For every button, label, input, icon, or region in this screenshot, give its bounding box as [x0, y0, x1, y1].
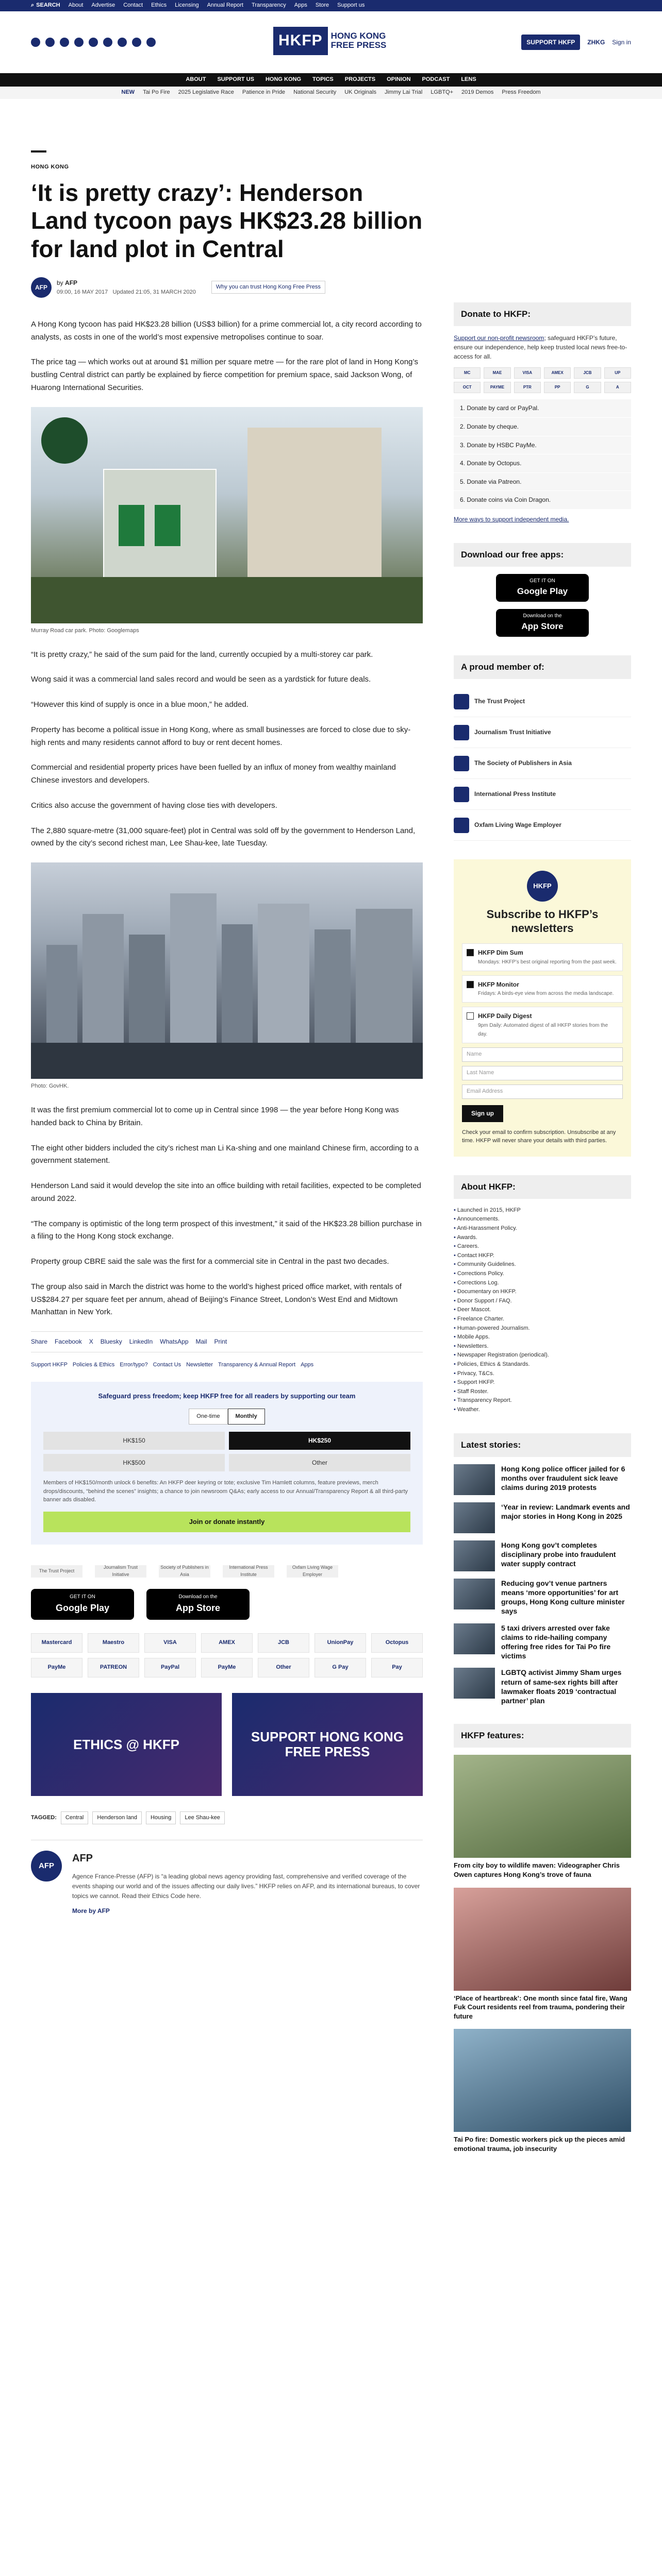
google-pay-icon: G: [574, 382, 601, 393]
share-whatsapp[interactable]: WhatsApp: [160, 1338, 189, 1346]
story-thumbnail: [454, 1579, 495, 1609]
octopus-icon: OCT: [454, 382, 481, 393]
language-switch[interactable]: ZHKG: [587, 38, 605, 46]
share-linkedin[interactable]: LinkedIn: [129, 1338, 153, 1346]
footer-link[interactable]: Policies & Ethics: [72, 1361, 115, 1368]
article-paragraph: The 2,880 square-metre (31,000 square-feet) plot in Central was sold off by the government to Henderson Land, owned by the city’s second richest man, Lee Shau-kee, late Tuesday.: [31, 826, 416, 848]
feature-image: [454, 1888, 631, 1991]
newsletter-heading: Subscribe to HKFP’s newsletters: [486, 908, 599, 935]
share-mail[interactable]: Mail: [195, 1338, 207, 1346]
features-heading: HKFP features:: [454, 1724, 631, 1748]
about-link[interactable]: • Newsletters.: [454, 1342, 631, 1351]
newsletter-option-dim-sum[interactable]: HKFP Dim Sum Mondays: HKFP’s best original reporting from the past week.: [462, 943, 623, 971]
donation-amounts: [43, 1432, 410, 1471]
jti-icon: [454, 725, 469, 740]
apps-widget: [454, 543, 631, 637]
logo-mark: HKFP: [273, 27, 328, 55]
page-content: [0, 99, 662, 2172]
member-logo[interactable]: The Society of Publishers in Asia: [454, 748, 631, 779]
author-avatar[interactable]: AFP: [31, 277, 52, 298]
tag[interactable]: Housing: [146, 1811, 176, 1824]
article-paragraph: A Hong Kong tycoon has paid HK$23.28 billion (US$3 billion) for a prime commercial lot, a city record according to analysts, as costs in one of the world’s most expensive metropolises continue to soar.: [31, 319, 422, 342]
article-figure: [31, 862, 423, 1091]
car-park-photo: [31, 407, 423, 623]
jcb-icon[interactable]: JCB: [258, 1633, 309, 1653]
about-link[interactable]: • Support HKFP.: [454, 1378, 631, 1387]
partner-logo[interactable]: The Trust Project: [31, 1565, 82, 1578]
nav-about[interactable]: ABOUT: [186, 76, 206, 83]
feature-story[interactable]: Tai Po fire: Domestic workers pick up the pieces amid emotional trauma, job insecurity: [454, 2029, 631, 2153]
topbar-link-transparency[interactable]: Transparency: [251, 2, 286, 9]
share-label: Share: [31, 1338, 48, 1346]
features-widget: [454, 1724, 631, 2153]
article-paragraph: Critics also accuse the government of having close ties with developers.: [31, 801, 277, 810]
latest-story[interactable]: Hong Kong gov’t completes disciplinary probe into fraudulent water supply contract: [454, 1540, 631, 1571]
other-payment-icon[interactable]: Other: [258, 1658, 309, 1677]
article-paragraph: “The company is optimistic of the long term prospect of this investment,” it said of the HK$23.28 billion purchase in a filing to the Hong Kong stock exchange.: [31, 1219, 422, 1241]
latest-story[interactable]: Reducing gov’t venue partners means ‘more opportunities’ for art groups, Hong Kong culture minister says: [454, 1579, 631, 1616]
subnav-item[interactable]: Jimmy Lai Trial: [384, 89, 423, 96]
payme-icon[interactable]: PayMe: [201, 1658, 253, 1677]
latest-story[interactable]: LGBTQ activist Jimmy Sham urges return of same-sex rights bill after lawmaker floats 2019 ‘contractual partner’ plan: [454, 1668, 631, 1705]
photo-caption: Photo: GovHK.: [31, 1083, 69, 1090]
latest-story[interactable]: Hong Kong police officer jailed for 6 months over fraudulent sick leave claims during 2019 protests: [454, 1464, 631, 1495]
payme-icon: PAYME: [484, 382, 510, 393]
article-paragraph: The group also said in March the district was home to the world’s highest priced office market, with rentals of US$284.27 per square feet per annum, ahead of Beijing’s Finance Street, London’s West End and Midtown Manhattan in New York.: [31, 1282, 402, 1317]
tag[interactable]: Henderson land: [92, 1811, 142, 1824]
about-link[interactable]: • Deer Mascot.: [454, 1306, 631, 1315]
about-link[interactable]: • Weather.: [454, 1405, 631, 1415]
article-paragraph: “It is pretty crazy,” he said of the sum paid for the land, currently occupied by a multi-storey car park.: [31, 650, 373, 659]
footer-link[interactable]: Apps: [301, 1361, 314, 1368]
feature-story[interactable]: ‘Place of heartbreak’: One month since fatal fire, Wang Fuk Court residents reel from trauma, pondering their future: [454, 1888, 631, 2021]
about-link[interactable]: • Awards.: [454, 1233, 631, 1243]
tag[interactable]: Central: [61, 1811, 88, 1824]
nav-topics[interactable]: TOPICS: [312, 76, 334, 83]
article-footer-links: [31, 1361, 423, 1369]
paypal-icon: PP: [544, 382, 571, 393]
share-bar: [31, 1331, 423, 1352]
donation-frequency-toggle: [43, 1409, 410, 1425]
main-navigation: [0, 73, 662, 87]
share-x[interactable]: X: [89, 1338, 93, 1346]
subnav-item[interactable]: LGBTQ+: [431, 89, 454, 96]
one-time-option[interactable]: One-time: [189, 1409, 227, 1425]
about-link[interactable]: • Newspaper Registration (periodical).: [454, 1351, 631, 1360]
donate-payment-icons: [454, 367, 631, 393]
logo-wordmark: HONG KONG FREE PRESS: [330, 31, 387, 50]
share-bluesky[interactable]: Bluesky: [100, 1338, 122, 1346]
byline: [31, 277, 423, 298]
partner-logo[interactable]: Oxfam Living Wage Employer: [287, 1565, 338, 1578]
sidebar: [454, 99, 631, 2172]
last-name-input[interactable]: Last Name: [462, 1066, 623, 1080]
linkedin-icon[interactable]: [89, 38, 98, 47]
app-store-buttons: [31, 1589, 423, 1620]
member-logo[interactable]: Oxfam Living Wage Employer: [454, 810, 631, 841]
author-box: [31, 1840, 423, 1916]
subnav-item[interactable]: 2025 Legislative Race: [178, 89, 234, 96]
join-donate-button[interactable]: Join or donate instantly: [43, 1512, 410, 1532]
story-thumbnail: [454, 1540, 495, 1571]
updated-date: Updated 21:05, 31 MARCH 2020: [112, 289, 196, 295]
payme-icon[interactable]: PayMe: [31, 1658, 82, 1677]
facebook-icon[interactable]: [31, 38, 40, 47]
about-link[interactable]: • Careers.: [454, 1242, 631, 1251]
nav-podcast[interactable]: PODCAST: [422, 76, 450, 83]
app-store-button[interactable]: Download on the App Store: [146, 1589, 250, 1620]
member-heading: A proud member of:: [454, 655, 631, 679]
apps-heading: Download our free apps:: [454, 543, 631, 567]
article-paragraph: “However this kind of supply is once in a blue moon,” he added.: [31, 700, 249, 709]
site-logo[interactable]: [273, 27, 386, 55]
feature-story[interactable]: From city boy to wildlife maven: Videographer Chris Owen captures Hong Kong’s trove of fauna: [454, 1755, 631, 1879]
google-pay-icon[interactable]: G Pay: [315, 1658, 366, 1677]
topbar-link-store[interactable]: Store: [315, 2, 329, 9]
latest-stories-widget: [454, 1433, 631, 1706]
sign-up-button[interactable]: Sign up: [462, 1105, 503, 1122]
story-thumbnail: [454, 1668, 495, 1699]
about-link[interactable]: • Contact HKFP.: [454, 1251, 631, 1261]
topbar-link-annual-report[interactable]: Annual Report: [207, 2, 243, 9]
about-link[interactable]: • Transparency Report.: [454, 1396, 631, 1405]
latest-story[interactable]: 5 taxi drivers arrested over fake claims to ride-hailing company offering free rides for Tai Po fire victims: [454, 1623, 631, 1661]
about-list: [454, 1206, 631, 1415]
donate-option[interactable]: 5. Donate via Patreon.: [454, 473, 631, 492]
skyline-photo: [31, 862, 423, 1079]
youtube-icon[interactable]: [74, 38, 84, 47]
story-thumbnail: [454, 1464, 495, 1495]
about-link[interactable]: • Freelance Charter.: [454, 1315, 631, 1324]
newsletter-option-daily-digest[interactable]: HKFP Daily Digest 9pm Daily: Automated digest of all HKFP stories from the day.: [462, 1007, 623, 1043]
donate-note: Support our non-profit newsroom; safeguard HKFP’s future, ensure our independence, help keep trusted local news free-to-access for all.: [454, 334, 627, 361]
unionpay-icon: UP: [604, 367, 631, 379]
top-utility-bar: [0, 0, 662, 11]
mastercard-icon[interactable]: Mastercard: [31, 1633, 82, 1653]
newsletter-widget: [454, 859, 631, 1156]
donate-banner-title: Safeguard press freedom; keep HKFP free for all readers by supporting our team: [98, 1392, 356, 1400]
topbar-link-support[interactable]: Support us: [337, 2, 365, 9]
amex-icon[interactable]: AMEX: [201, 1633, 253, 1653]
story-thumbnail: [454, 1623, 495, 1654]
donate-heading: Donate to HKFP:: [454, 302, 631, 326]
footer-link[interactable]: Contact Us: [153, 1361, 181, 1368]
about-link[interactable]: • Announcements.: [454, 1215, 631, 1224]
subnav-item[interactable]: Patience in Pride: [242, 89, 286, 96]
author-box-name[interactable]: AFP: [72, 1852, 93, 1864]
membership-note: Members of HK$150/month unlock 6 benefits: An HKFP deer keyring or tote; exclusive Tim Hamlett columns, feature previews, merch drops/discounts, “behind the scenes” insights; a chance to join newsroom Q&As; early access to our Annual/Transparency Report & all third-party banner ads disabled.: [43, 1480, 408, 1503]
visa-icon[interactable]: VISA: [144, 1633, 196, 1653]
member-logo[interactable]: The Trust Project: [454, 686, 631, 717]
trust-badge[interactable]: Why you can trust Hong Kong Free Press: [211, 281, 325, 294]
latest-story[interactable]: ‘Year in review: Landmark events and major stories in Hong Kong in 2025: [454, 1502, 631, 1533]
article-paragraph: It was the first premium commercial lot to come up in Central since 1998 — the year before Hong Kong was handed back to China by Britain.: [31, 1106, 399, 1127]
trust-project-icon: [454, 694, 469, 709]
nav-opinion[interactable]: OPINION: [387, 76, 411, 83]
about-link[interactable]: • Privacy, T&Cs.: [454, 1369, 631, 1379]
amex-icon: AMEX: [544, 367, 571, 379]
site-header: [0, 11, 662, 73]
donate-option[interactable]: 6. Donate coins via Coin Dragon.: [454, 491, 631, 510]
jcb-icon: JCB: [574, 367, 601, 379]
nav-hong-kong[interactable]: HONG KONG: [265, 76, 302, 83]
tag[interactable]: Lee Shau-kee: [180, 1811, 225, 1824]
article-paragraph: Wong said it was a commercial land sales record and would be seen as a yardstick for future deals.: [31, 675, 371, 684]
member-logo[interactable]: Journalism Trust Initiative: [454, 717, 631, 748]
about-heading: About HKFP:: [454, 1175, 631, 1199]
search-icon: ⌕: [31, 2, 35, 9]
about-link[interactable]: • Donor Support / FAQ.: [454, 1297, 631, 1306]
monthly-option[interactable]: Monthly: [228, 1409, 265, 1425]
about-link[interactable]: • Policies, Ethics & Standards.: [454, 1360, 631, 1369]
about-link[interactable]: • Mobile Apps.: [454, 1333, 631, 1342]
patreon-icon[interactable]: PATREON: [88, 1658, 139, 1677]
sopa-icon: [454, 756, 469, 771]
mastodon-icon[interactable]: [132, 38, 141, 47]
footer-link[interactable]: Transparency & Annual Report: [218, 1361, 296, 1368]
photo-caption: Murray Road car park. Photo: Googlemaps: [31, 627, 139, 634]
name-input[interactable]: Name: [462, 1047, 623, 1062]
nav-lens[interactable]: LENS: [461, 76, 476, 83]
support-promo[interactable]: SUPPORT HONG KONG FREE PRESS: [232, 1693, 423, 1796]
donate-banner: [31, 1382, 423, 1545]
topbar-link-about[interactable]: About: [68, 2, 84, 9]
paypal-icon[interactable]: PayPal: [144, 1658, 196, 1677]
topbar-link-licensing[interactable]: Licensing: [175, 2, 199, 9]
donate-option[interactable]: 3. Donate by HSBC PayMe.: [454, 436, 631, 455]
header-actions: [521, 35, 631, 50]
unionpay-icon[interactable]: UnionPay: [315, 1633, 366, 1653]
patreon-icon: PTR: [514, 382, 541, 393]
author-name[interactable]: AFP: [65, 279, 78, 287]
subnav-item[interactable]: 2019 Demos: [461, 89, 494, 96]
nav-support-us[interactable]: SUPPORT US: [217, 76, 254, 83]
article: [31, 99, 423, 2172]
article-figure: [31, 407, 423, 635]
subnav-item[interactable]: Tai Po Fire: [143, 89, 170, 96]
amount-option[interactable]: HK$150: [43, 1432, 225, 1450]
article-category[interactable]: HONG KONG: [31, 164, 69, 170]
maestro-icon: MAE: [484, 367, 510, 379]
article-paragraph: Property has become a political issue in Hong Kong, where as small businesses are forced to close due to sky-high rents and many residents cannot afford to buy or rent decent homes.: [31, 725, 411, 747]
feature-image: [454, 2029, 631, 2132]
promo-videos: [31, 1693, 423, 1796]
about-link[interactable]: • Documentary on HKFP.: [454, 1287, 631, 1297]
more-ways-link[interactable]: More ways to support independent media.: [454, 515, 569, 523]
email-input[interactable]: Email Address: [462, 1084, 623, 1099]
support-hkfp-button[interactable]: SUPPORT HKFP: [521, 35, 580, 50]
newsletter-option-monitor[interactable]: HKFP Monitor Fridays: A birds-eye view from across the media landscape.: [462, 975, 623, 1003]
visa-icon: VISA: [514, 367, 541, 379]
octopus-icon[interactable]: Octopus: [371, 1633, 423, 1653]
share-print[interactable]: Print: [214, 1338, 227, 1346]
partner-logo[interactable]: International Press Institute: [223, 1565, 274, 1578]
partner-logo[interactable]: Journalism Trust Initiative: [95, 1565, 146, 1578]
mastercard-icon: MC: [454, 367, 481, 379]
newsletter-logo: HKFP: [527, 871, 558, 902]
social-links: [31, 38, 156, 47]
member-logo[interactable]: International Press Institute: [454, 779, 631, 810]
maestro-icon[interactable]: Maestro: [88, 1633, 139, 1653]
support-newsroom-link[interactable]: Support our non-profit newsroom: [454, 334, 544, 342]
topbar-link-contact[interactable]: Contact: [123, 2, 143, 9]
app-store-button[interactable]: Download on the App Store: [496, 609, 589, 637]
feature-image: [454, 1755, 631, 1858]
article-paragraph: The price tag — which works out at around $1 million per square metre — for the rare plot of land in Hong Kong’s bustling Central district can partly be explained by fierce competition for premium space, said Jackson Wong, of Huarong International Securities.: [31, 358, 418, 392]
article-paragraph: Property group CBRE said the sale was the first for a commercial site in Central in the past two decades.: [31, 1257, 389, 1266]
about-link[interactable]: • Corrections Log.: [454, 1279, 631, 1288]
threads-icon[interactable]: [118, 38, 127, 47]
rss-icon[interactable]: [146, 38, 156, 47]
amount-option[interactable]: Other: [229, 1454, 410, 1472]
trending-navigation: [0, 87, 662, 99]
about-link[interactable]: • Anti-Harassment Policy.: [454, 1224, 631, 1233]
google-play-button[interactable]: GET IT ON Google Play: [496, 574, 589, 602]
footer-link[interactable]: Error/typo?: [120, 1361, 148, 1368]
topbar-link-ethics[interactable]: Ethics: [151, 2, 167, 9]
about-link[interactable]: • Staff Roster.: [454, 1387, 631, 1397]
article-title: ‘It is pretty crazy’: Henderson Land tycoon pays HK$23.28 billion for land plot in Central: [31, 179, 423, 262]
about-link[interactable]: • Human-powered Journalism.: [454, 1324, 631, 1333]
subnav-item[interactable]: Press Freedom: [502, 89, 541, 96]
partner-logos: [31, 1565, 423, 1578]
article-paragraph: Henderson Land said it would develop the site into an office building with retail facilities, expected to be completed around 2022.: [31, 1181, 421, 1203]
search-link[interactable]: ⌕ SEARCH: [31, 1, 60, 10]
author-box-avatar[interactable]: AFP: [31, 1851, 62, 1882]
payment-methods: [31, 1633, 423, 1677]
apple-pay-icon: A: [604, 382, 631, 393]
subnav-item[interactable]: National Security: [293, 89, 337, 96]
instagram-icon[interactable]: [60, 38, 69, 47]
apple-pay-icon[interactable]: Pay: [371, 1658, 423, 1677]
amount-option-selected[interactable]: HK$250: [229, 1432, 410, 1450]
topbar-link-advertise[interactable]: Advertise: [91, 2, 115, 9]
membership-widget: [454, 655, 631, 841]
subnav-item[interactable]: UK Originals: [344, 89, 376, 96]
article-paragraph: Commercial and residential property prices have been fuelled by an influx of money from wealthy mainland Chinese investors and developers.: [31, 763, 396, 785]
google-play-button[interactable]: GET IT ON Google Play: [31, 1589, 134, 1620]
ethics-promo[interactable]: ETHICS @ HKFP: [31, 1693, 222, 1796]
tags-label: TAGGED:: [31, 1814, 57, 1821]
about-link[interactable]: • Launched in 2015, HKFP: [454, 1206, 631, 1215]
more-by-author-link[interactable]: More by AFP: [72, 1907, 110, 1915]
sign-in-link[interactable]: Sign in: [612, 38, 631, 46]
about-link[interactable]: • Community Guidelines.: [454, 1260, 631, 1269]
ipi-icon: [454, 787, 469, 802]
section-rule: [31, 150, 46, 152]
topbar-link-apps[interactable]: Apps: [294, 2, 307, 9]
footer-link[interactable]: Support HKFP: [31, 1361, 68, 1368]
latest-heading: Latest stories:: [454, 1433, 631, 1457]
share-facebook[interactable]: Facebook: [55, 1338, 82, 1346]
article-tags: [31, 1811, 423, 1824]
article-paragraph: The eight other bidders included the city’s richest man Li Ka-shing and one mainland Chinese firm, according to a government statement.: [31, 1143, 419, 1165]
donate-option[interactable]: 4. Donate by Octopus.: [454, 454, 631, 473]
publish-date: 09:00, 16 MAY 2017: [57, 289, 108, 295]
oxfam-icon: [454, 818, 469, 833]
telegram-icon[interactable]: [103, 38, 112, 47]
newsletter-note: Check your email to confirm subscription. Unsubscribe at any time. HKFP will never share your details with third parties.: [462, 1129, 616, 1144]
story-thumbnail: [454, 1502, 495, 1533]
donate-option[interactable]: 2. Donate by cheque.: [454, 418, 631, 436]
donate-option[interactable]: 1. Donate by card or PayPal.: [454, 399, 631, 418]
donate-widget: [454, 302, 631, 524]
author-box-bio: Agence France-Presse (AFP) is “a leading global news agency providing fast, comprehensive and verified coverage of the events shaping our world and of the issues affecting our daily lives.” HKFP relies on AFP, and its international bureaus, to cover topics we cannot. Read their Ethics Code here.: [72, 1872, 420, 1900]
new-label: NEW: [121, 89, 135, 96]
partner-logo[interactable]: Society of Publishers in Asia: [159, 1565, 210, 1578]
nav-projects[interactable]: PROJECTS: [344, 76, 376, 83]
amount-option[interactable]: HK$500: [43, 1454, 225, 1472]
x-icon[interactable]: [45, 38, 55, 47]
about-link[interactable]: • Corrections Policy.: [454, 1269, 631, 1279]
footer-link[interactable]: Newsletter: [186, 1361, 213, 1368]
byline-text: by AFP 09:00, 16 MAY 2017 Updated 21:05, 31 MARCH 2020: [57, 279, 196, 295]
about-widget: [454, 1175, 631, 1415]
